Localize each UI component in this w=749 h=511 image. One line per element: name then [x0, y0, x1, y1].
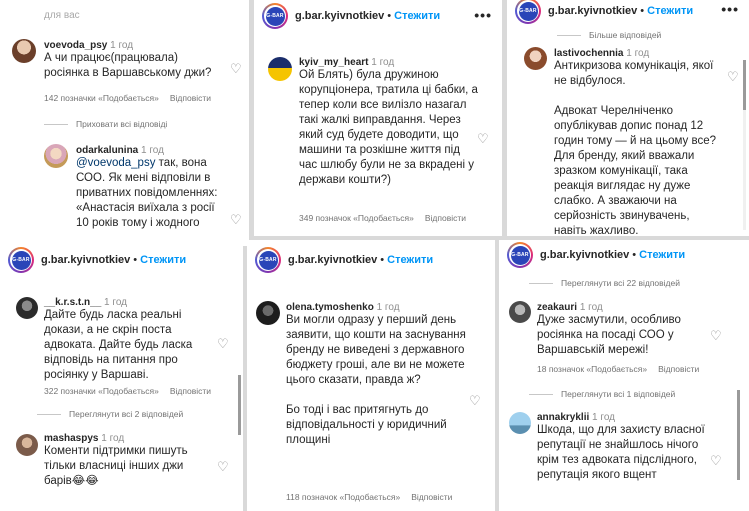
scrollbar-thumb[interactable] — [743, 60, 746, 110]
avatar[interactable] — [509, 301, 531, 323]
comment-text-block — [299, 57, 479, 188]
more-replies-button[interactable]: Більше відповідей — [557, 30, 661, 40]
comment-text-block — [44, 433, 209, 489]
comment-text: Дуже засмутили, особливо росіянка на посаді СОО у Варшавській мережі! — [537, 314, 681, 356]
reply-button[interactable]: Відповісти — [424, 213, 467, 223]
comment-time: 1 год — [371, 57, 395, 68]
view-replies-button[interactable]: Переглянути всі 2 відповідей — [37, 409, 183, 419]
comment-text-block — [537, 302, 707, 358]
like-heart-icon[interactable]: ♡ — [230, 212, 242, 227]
account-logo[interactable]: G-BAR — [515, 0, 541, 24]
post-header — [0, 244, 243, 276]
post-header — [507, 0, 749, 22]
account-username[interactable]: g.bar.kyivnotkiev — [548, 5, 638, 17]
comment-time: 1 год — [104, 297, 127, 308]
comment-time: 1 год — [579, 302, 603, 313]
separator-dot: • — [632, 249, 637, 261]
comment-text: Антикризова комунікація, якої не відбулося. Адвокат Черелніченко опублікував допис понад 12 годин тому — й на цьому все? Для бренду, який вважали зразком комунікації, така реакція виглядає ну дуже слабко. А зважаючи на серйозність звинувачень, навіть жахливо. — [554, 60, 717, 236]
comment-text: Дайте будь ласка реальні докази, а не скрін поста адвоката. Дайте будь ласка відповідь на питання про росіянку у Варшаві. — [44, 309, 193, 381]
likes-count[interactable]: 349 позначок «Подобається» — [299, 213, 414, 223]
screenshot-panel-4 — [0, 240, 243, 511]
comment-time: 1 год — [592, 412, 615, 423]
account-logo[interactable]: G-BAR — [8, 247, 34, 273]
avatar[interactable] — [268, 57, 292, 81]
comment-time: 1 год — [101, 433, 125, 444]
account-logo[interactable]: G-BAR — [507, 242, 533, 268]
likes-count[interactable]: 118 позначок «Подобається» — [286, 492, 401, 502]
comment-username[interactable]: voevoda_psy — [44, 40, 108, 51]
likes-count[interactable]: 322 позначки «Подобається» — [44, 386, 159, 396]
separator-dot: • — [640, 5, 645, 17]
comment-text-block — [286, 302, 466, 448]
view-replies-button[interactable]: Переглянути всі 1 відповідей — [529, 389, 675, 399]
reply-button[interactable]: Відповісти — [169, 93, 212, 103]
follow-button[interactable]: Стежити — [394, 10, 441, 22]
likes-count[interactable]: 142 позначки «Подобається» — [44, 93, 159, 103]
post-header — [247, 244, 495, 276]
account-username[interactable]: g.bar.kyivnotkiev — [295, 10, 385, 22]
hide-replies-button[interactable]: Приховати всі відповіді — [44, 119, 167, 129]
more-options-icon[interactable]: ••• — [721, 1, 739, 17]
comment-text-block — [44, 297, 214, 383]
comment-text: Ви могли одразу у перший день заявити, що кошти на заснування бренду не виведені з державного бюджету гроші, але ви не можете цього сказати, правда ж? Бо тоді і вас притягнуть до відповідальності у юридичний площині — [286, 314, 466, 446]
comment-username[interactable]: mashaspys — [44, 433, 99, 444]
account-logo[interactable]: G-BAR — [255, 247, 281, 273]
comment-username[interactable]: kyiv_my_heart — [299, 57, 369, 68]
comment-text-block — [44, 40, 222, 81]
account-username[interactable]: g.bar.kyivnotkiev — [41, 254, 131, 266]
like-heart-icon[interactable]: ♡ — [727, 69, 739, 84]
like-heart-icon[interactable]: ♡ — [477, 131, 489, 146]
comment-username[interactable]: olena.tymoshenko — [286, 302, 374, 313]
comment-meta — [44, 386, 222, 396]
avatar[interactable] — [256, 301, 280, 325]
comment-time: 1 год — [110, 40, 134, 51]
avatar[interactable] — [509, 412, 531, 434]
comment-time: 1 год — [376, 302, 400, 313]
screenshot-panel-5 — [247, 240, 495, 511]
avatar[interactable] — [12, 39, 36, 63]
comment-username[interactable]: __k.r.s.t.n__ — [44, 297, 102, 308]
more-options-icon[interactable]: ••• — [474, 7, 492, 23]
like-heart-icon[interactable]: ♡ — [469, 393, 481, 408]
comment-text: Шкода, що для захисту власної репутації не знайшлось нічого крім тез адвоката підслідного, репутація якого вщент — [537, 424, 705, 481]
separator-dot: • — [380, 254, 385, 266]
account-logo[interactable]: G-BAR — [262, 3, 288, 29]
mention-link[interactable]: @voevoda_psy — [76, 157, 156, 169]
reply-button[interactable]: Відповісти — [411, 492, 453, 502]
like-heart-icon[interactable]: ♡ — [710, 453, 722, 468]
like-heart-icon[interactable]: ♡ — [230, 61, 242, 76]
follow-button[interactable]: Стежити — [140, 254, 187, 266]
comment-meta — [537, 364, 710, 374]
follow-button[interactable]: Стежити — [387, 254, 434, 266]
screenshot-panel-3 — [507, 0, 749, 236]
scrollbar-thumb[interactable] — [737, 390, 740, 480]
comment-username[interactable]: odarkalunina — [76, 145, 139, 156]
comment-username[interactable]: annakryklii — [537, 412, 590, 423]
comment-text: Ой Блять) була дружиною корупціонера, тратила ці бабки, а тепер коли все вилізло назагал такі жалкі виправдання. Через який суд будете доводити, що машини та розкішне життя під час шлюбу були не за вкрадені у держави кошти?) — [299, 69, 478, 186]
comment-text-block — [76, 145, 228, 231]
cut-off-text: для вас — [44, 10, 80, 21]
follow-button[interactable]: Стежити — [639, 249, 686, 261]
separator-dot: • — [133, 254, 138, 266]
avatar[interactable] — [44, 144, 68, 168]
comment-text: так, вона СОО. Як мені відповіли в приватних повідомленнях: «Анастасія виїхала з росії 10 років тому і жодного — [76, 157, 218, 229]
post-header — [499, 240, 749, 270]
comment-text-block — [554, 48, 719, 236]
post-header — [254, 0, 502, 32]
reply-button[interactable]: Відповісти — [658, 364, 700, 374]
follow-button[interactable]: Стежити — [647, 5, 694, 17]
comment-time: 1 год — [626, 48, 650, 59]
like-heart-icon[interactable]: ♡ — [710, 328, 722, 343]
screenshot-panel-1 — [0, 0, 249, 246]
avatar[interactable] — [524, 47, 547, 70]
comment-meta — [299, 213, 477, 223]
comment-username[interactable]: lastivochennia — [554, 48, 624, 59]
comment-text: Коменти підтримки пишуть тільки власниці інших джи барів😂😂 — [44, 445, 188, 487]
screenshot-panel-6 — [499, 240, 749, 511]
avatar[interactable] — [16, 434, 38, 456]
comment-text: А чи працює(працювала) росіянка в Варшавському джи? — [44, 52, 212, 79]
account-username[interactable]: g.bar.kyivnotkiev — [288, 254, 378, 266]
scrollbar-thumb[interactable] — [238, 375, 241, 435]
avatar[interactable] — [16, 297, 38, 319]
screenshot-panel-2 — [254, 0, 502, 236]
comment-meta — [286, 492, 463, 502]
reply-button[interactable]: Відповісти — [169, 386, 212, 396]
comment-meta — [44, 93, 222, 103]
comment-username[interactable]: zeakauri — [537, 302, 578, 313]
like-heart-icon[interactable]: ♡ — [217, 459, 229, 474]
comment-time: 1 год — [141, 145, 164, 156]
account-username[interactable]: g.bar.kyivnotkiev — [540, 249, 630, 261]
view-replies-button[interactable]: Переглянути всі 22 відповідей — [529, 278, 680, 288]
separator-dot: • — [387, 10, 392, 22]
like-heart-icon[interactable]: ♡ — [217, 336, 229, 351]
comment-text-block — [537, 412, 707, 483]
likes-count[interactable]: 18 позначок «Подобається» — [537, 364, 648, 374]
